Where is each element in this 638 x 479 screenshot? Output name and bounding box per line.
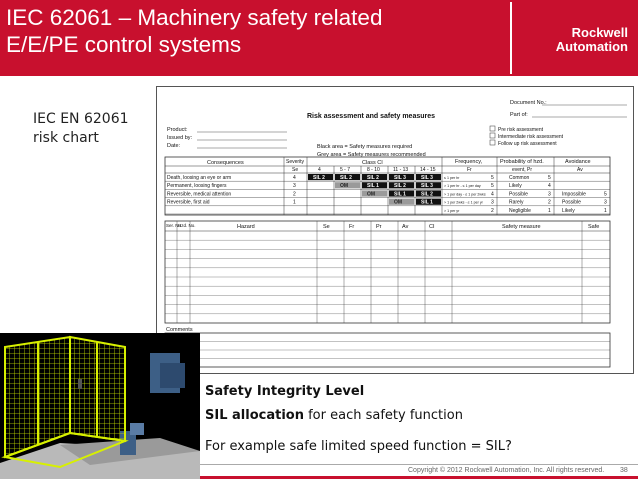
ci-cell — [308, 190, 333, 196]
row-avoidance: Possible — [562, 199, 581, 206]
ci-col-2: 8 - 10 — [367, 167, 380, 173]
checkbox-label-intermediate: Intermediate risk assessment — [498, 134, 564, 140]
ci-cell-label: OM — [394, 199, 403, 206]
ci-cell — [335, 199, 360, 205]
col-class-ci: Class CI — [362, 160, 383, 166]
ci-col-0: 4 — [318, 167, 321, 173]
row-frequency: > 1 per yr — [444, 208, 460, 213]
page-number: 38 — [620, 467, 628, 474]
form-title: Risk assessment and safety measures — [307, 113, 436, 120]
subtitle — [33, 110, 153, 148]
logo-line2: Automation — [555, 39, 628, 54]
hz-col-pr: Pr — [376, 224, 382, 230]
ci-cell-label: SIL 2 — [421, 191, 433, 198]
col-avoidance: Avoidance — [565, 159, 591, 165]
row-av: 5 — [604, 191, 607, 198]
ci-cell — [362, 199, 387, 205]
row-probability: Negligible — [509, 207, 531, 214]
form-product: Product: — [167, 127, 188, 133]
row-probability: Possible — [509, 191, 528, 198]
ci-cell-label: OM — [367, 191, 376, 198]
form-grey-note: Grey area = Safety measures recommended — [317, 152, 426, 158]
form-comments: Comments — [166, 327, 193, 333]
row-pr: 5 — [548, 175, 551, 181]
row-se: 4 — [293, 175, 296, 181]
row-frequency: > 1 per day - ≤ 1 per 2wks — [444, 192, 486, 197]
ci-cell-label: SIL 2 — [394, 183, 406, 190]
slide-title-line2: E/E/PE control systems — [6, 32, 242, 57]
row-avoidance: Impossible — [562, 191, 586, 198]
checkbox-label-pre: Pre risk assessment — [498, 127, 544, 133]
row-fr: 2 — [491, 207, 494, 214]
slide-title-line1: IEC 62061 – Machinery safety related — [6, 5, 383, 30]
row-av: 3 — [604, 199, 607, 206]
form-issued-by: Issued by: — [167, 135, 193, 141]
rockwell-logo — [510, 2, 636, 74]
comment-grid — [165, 333, 610, 367]
row-se: 2 — [293, 191, 296, 198]
row-pr: 2 — [548, 199, 551, 206]
row-consequence: Permanent, loosing fingers — [167, 183, 227, 190]
row-pr: 3 — [548, 191, 551, 198]
ci-cell-label: SIL 3 — [394, 175, 406, 181]
form-document-no: Document No.: — [510, 100, 547, 106]
hz-col-hazard: Hazard — [237, 224, 255, 230]
row-frequency: > 1 per 2wks - ≤ 1 per yr — [444, 200, 483, 205]
hz-col-safe: Safe — [588, 224, 600, 230]
col-se: Se — [292, 167, 299, 173]
hz-col-ci: CI — [429, 224, 435, 230]
row-se: 1 — [293, 199, 296, 206]
hz-col-ser: Ser. No. — [166, 223, 183, 228]
hz-col-safety-measure: Safety measure — [502, 224, 541, 230]
form-part-of: Part of: — [510, 112, 528, 118]
hz-col-hzd: Hzd. No. — [178, 223, 196, 228]
machine-guard-illustration — [0, 333, 200, 479]
row-consequence: Reversible, medical attention — [167, 191, 232, 198]
subtitle-line2: risk chart — [33, 130, 99, 146]
ci-cell-label: SIL 3 — [421, 175, 433, 181]
ci-cell-label: SIL 2 — [340, 175, 352, 181]
caption-sil-allocation — [205, 408, 463, 423]
form-black-note: Black area = Safety measures required — [317, 144, 413, 150]
caption-sil-allocation-bold: SIL allocation — [205, 408, 304, 423]
row-probability: Common — [509, 175, 530, 181]
col-frequency: Frequency, — [455, 159, 483, 165]
slide-header — [0, 0, 638, 76]
hz-col-av: Av — [402, 224, 409, 230]
col-severity: Severity — [286, 159, 305, 165]
caption-example: For example safe limited speed function = SIL? — [205, 439, 512, 454]
ci-cell-label: OM — [340, 183, 349, 190]
ci-cell — [308, 182, 333, 188]
form-checkboxes — [490, 126, 564, 147]
caption-sil: Safety Integrity Level — [205, 384, 365, 399]
hz-col-se: Se — [323, 224, 330, 230]
logo-line1: Rockwell — [571, 25, 628, 40]
ci-col-3: 11 - 13 — [393, 167, 409, 173]
ci-cell-label: SIL 1 — [367, 183, 379, 190]
col-fr: Fr — [467, 167, 472, 173]
row-se: 3 — [293, 183, 296, 190]
ci-cell — [335, 190, 360, 196]
hazard-grid — [165, 221, 610, 323]
slide-title — [6, 4, 382, 58]
form-date: Date: — [167, 143, 181, 149]
row-pr: 4 — [548, 183, 551, 190]
ci-cell-label: SIL 3 — [421, 183, 433, 190]
row-pr: 1 — [548, 207, 551, 214]
risk-form-svg — [157, 87, 633, 373]
ci-cell-label: SIL 2 — [313, 175, 325, 181]
caption-sil-allocation-rest: for each safety function — [303, 408, 463, 423]
row-fr: 5 — [491, 175, 494, 181]
risk-rows — [165, 174, 610, 214]
footer-divider — [200, 464, 638, 465]
ci-col-1: 5 - 7 — [340, 167, 351, 173]
col-probability: Probability of hzd. — [500, 159, 544, 165]
checkbox-label-follow: Follow up risk assessment — [498, 141, 557, 147]
col-av: Av — [577, 167, 583, 173]
ci-cell-label: SIL 1 — [394, 191, 406, 198]
ci-cell-label: SIL 1 — [421, 199, 433, 206]
hz-col-fr: Fr — [349, 224, 355, 230]
row-probability: Rarely — [509, 199, 524, 206]
risk-assessment-form — [156, 86, 634, 374]
row-fr: 5 — [491, 183, 494, 190]
row-frequency: ≤ 1 per hr — [444, 176, 460, 180]
machine-guard-cage-icon — [0, 333, 200, 479]
row-av: 1 — [604, 207, 607, 214]
row-consequence: Death, loosing an eye or arm — [167, 175, 232, 181]
col-consequences: Consequences — [207, 160, 244, 166]
row-frequency: > 1 per hr - ≤ 1 per day — [444, 184, 481, 189]
row-fr: 4 — [491, 191, 494, 198]
ci-col-4: 14 - 15 — [420, 167, 436, 173]
ci-cell — [308, 199, 333, 205]
row-fr: 3 — [491, 199, 494, 206]
row-consequence: Reversible, first aid — [167, 199, 210, 206]
row-avoidance: Likely — [562, 207, 575, 214]
row-probability: Likely — [509, 183, 522, 190]
copyright-text: Copyright © 2012 Rockwell Automation, Inc. All rights reserved. — [408, 467, 605, 474]
col-event-pr: event, Pr — [512, 167, 533, 173]
subtitle-line1: IEC EN 62061 — [33, 111, 129, 127]
ci-cell-label: SIL 2 — [367, 175, 379, 181]
